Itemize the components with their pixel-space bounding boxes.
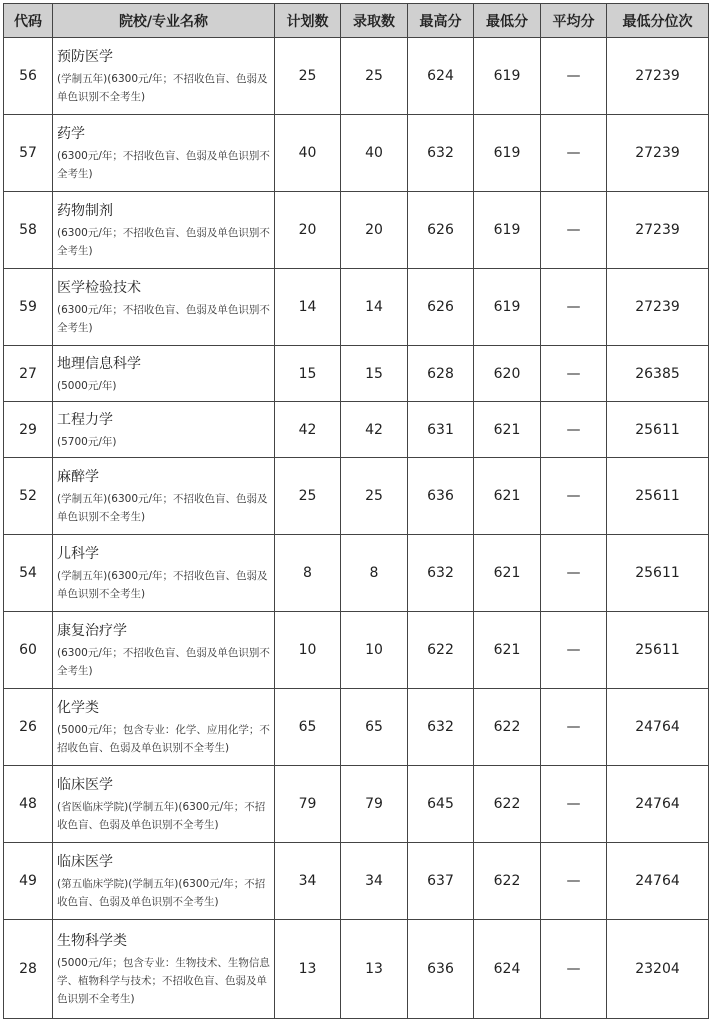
cell-name <box>53 535 275 612</box>
major-note: (学制五年)(6300元/年；不招收色盲、色弱及单色识别不全考生) <box>57 493 268 523</box>
cell-rank: 24764 <box>607 766 709 843</box>
major-name: 生物科学类 <box>57 933 127 949</box>
table-row <box>4 115 709 192</box>
cell-min: 622 <box>474 689 541 766</box>
table-row <box>4 843 709 920</box>
cell-name <box>53 920 275 1019</box>
cell-min: 619 <box>474 115 541 192</box>
cell-name <box>53 269 275 346</box>
cell-plan: 15 <box>275 346 341 402</box>
admission-table-container <box>3 3 708 1019</box>
cell-admitted: 65 <box>341 689 408 766</box>
cell-name <box>53 346 275 402</box>
major-note: (省医临床学院)(学制五年)(6300元/年；不招收色盲、色弱及单色识别不全考生) <box>57 801 266 831</box>
header-row <box>4 4 709 38</box>
cell-rank: 25611 <box>607 612 709 689</box>
major-name: 麻醉学 <box>57 469 99 485</box>
cell-plan: 14 <box>275 269 341 346</box>
cell-plan: 8 <box>275 535 341 612</box>
cell-code: 52 <box>4 458 53 535</box>
cell-avg: — <box>541 346 607 402</box>
cell-avg: — <box>541 920 607 1019</box>
cell-name <box>53 402 275 458</box>
cell-max: 632 <box>408 689 474 766</box>
cell-plan: 40 <box>275 115 341 192</box>
table-row <box>4 689 709 766</box>
cell-code: 60 <box>4 612 53 689</box>
cell-max: 626 <box>408 269 474 346</box>
cell-plan: 10 <box>275 612 341 689</box>
cell-name <box>53 612 275 689</box>
cell-name <box>53 766 275 843</box>
cell-min: 621 <box>474 535 541 612</box>
cell-avg: — <box>541 115 607 192</box>
table-row <box>4 458 709 535</box>
cell-min: 622 <box>474 766 541 843</box>
header-avg: 平均分 <box>541 4 607 38</box>
cell-avg: — <box>541 689 607 766</box>
major-note: (6300元/年；不招收色盲、色弱及单色识别不全考生) <box>57 150 270 180</box>
cell-code: 59 <box>4 269 53 346</box>
cell-admitted: 25 <box>341 458 408 535</box>
cell-admitted: 40 <box>341 115 408 192</box>
major-name: 地理信息科学 <box>57 355 141 372</box>
table-row <box>4 346 709 402</box>
cell-avg: — <box>541 192 607 269</box>
header-max: 最高分 <box>408 4 474 38</box>
table-row <box>4 766 709 843</box>
cell-rank: 27239 <box>607 192 709 269</box>
cell-code: 26 <box>4 689 53 766</box>
cell-plan: 42 <box>275 402 341 458</box>
cell-avg: — <box>541 535 607 612</box>
cell-max: 645 <box>408 766 474 843</box>
table-row <box>4 535 709 612</box>
cell-admitted: 14 <box>341 269 408 346</box>
major-note: (5000元/年) <box>57 379 117 392</box>
cell-plan: 20 <box>275 192 341 269</box>
cell-rank: 27239 <box>607 269 709 346</box>
cell-name <box>53 689 275 766</box>
major-name: 预防医学 <box>57 49 113 65</box>
table-row <box>4 269 709 346</box>
cell-plan: 34 <box>275 843 341 920</box>
cell-code: 48 <box>4 766 53 843</box>
cell-rank: 27239 <box>607 115 709 192</box>
cell-max: 632 <box>408 535 474 612</box>
major-name: 临床医学 <box>57 777 113 793</box>
header-admitted: 录取数 <box>341 4 408 38</box>
cell-admitted: 25 <box>341 38 408 115</box>
major-name: 工程力学 <box>57 411 113 428</box>
table-row <box>4 920 709 1019</box>
admission-table <box>3 3 709 1019</box>
cell-rank: 25611 <box>607 535 709 612</box>
cell-max: 622 <box>408 612 474 689</box>
cell-rank: 26385 <box>607 346 709 402</box>
cell-rank: 27239 <box>607 38 709 115</box>
cell-min: 621 <box>474 402 541 458</box>
cell-admitted: 13 <box>341 920 408 1019</box>
cell-code: 29 <box>4 402 53 458</box>
cell-rank: 25611 <box>607 458 709 535</box>
cell-name <box>53 38 275 115</box>
cell-rank: 25611 <box>607 402 709 458</box>
cell-min: 619 <box>474 38 541 115</box>
cell-admitted: 10 <box>341 612 408 689</box>
cell-avg: — <box>541 612 607 689</box>
header-plan: 计划数 <box>275 4 341 38</box>
cell-rank: 24764 <box>607 689 709 766</box>
major-name: 药学 <box>57 126 85 142</box>
major-name: 儿科学 <box>57 546 99 562</box>
table-row <box>4 612 709 689</box>
cell-max: 637 <box>408 843 474 920</box>
major-name: 化学类 <box>57 700 99 716</box>
cell-code: 58 <box>4 192 53 269</box>
cell-max: 631 <box>408 402 474 458</box>
cell-avg: — <box>541 402 607 458</box>
cell-max: 628 <box>408 346 474 402</box>
header-code: 代码 <box>4 4 53 38</box>
table-body <box>4 38 709 1019</box>
cell-min: 624 <box>474 920 541 1019</box>
header-name: 院校/专业名称 <box>53 4 275 38</box>
cell-avg: — <box>541 38 607 115</box>
major-name: 药物制剂 <box>57 203 113 219</box>
header-min: 最低分 <box>474 4 541 38</box>
cell-max: 636 <box>408 920 474 1019</box>
cell-name <box>53 843 275 920</box>
cell-plan: 65 <box>275 689 341 766</box>
major-note: (5700元/年) <box>57 435 117 448</box>
table-row <box>4 192 709 269</box>
major-note: (6300元/年；不招收色盲、色弱及单色识别不全考生) <box>57 304 270 334</box>
major-name: 医学检验技术 <box>57 280 141 296</box>
cell-code: 54 <box>4 535 53 612</box>
cell-max: 624 <box>408 38 474 115</box>
cell-avg: — <box>541 766 607 843</box>
major-name: 康复治疗学 <box>57 623 127 639</box>
cell-min: 620 <box>474 346 541 402</box>
cell-min: 621 <box>474 458 541 535</box>
cell-rank: 23204 <box>607 920 709 1019</box>
table-header <box>4 4 709 38</box>
table-row <box>4 38 709 115</box>
cell-code: 57 <box>4 115 53 192</box>
major-note: (5000元/年；包含专业：生物技术、生物信息学、植物科学与技术；不招收色盲、色弱及单色识别不全考生) <box>57 957 270 1005</box>
cell-max: 636 <box>408 458 474 535</box>
major-note: (第五临床学院)(学制五年)(6300元/年；不招收色盲、色弱及单色识别不全考生) <box>57 878 266 908</box>
cell-min: 621 <box>474 612 541 689</box>
cell-code: 49 <box>4 843 53 920</box>
cell-plan: 25 <box>275 38 341 115</box>
header-rank: 最低分位次 <box>607 4 709 38</box>
cell-admitted: 42 <box>341 402 408 458</box>
cell-rank: 24764 <box>607 843 709 920</box>
cell-admitted: 8 <box>341 535 408 612</box>
cell-admitted: 79 <box>341 766 408 843</box>
cell-plan: 13 <box>275 920 341 1019</box>
cell-name <box>53 458 275 535</box>
major-note: (学制五年)(6300元/年；不招收色盲、色弱及单色识别不全考生) <box>57 73 268 103</box>
cell-min: 619 <box>474 269 541 346</box>
cell-code: 28 <box>4 920 53 1019</box>
cell-name <box>53 192 275 269</box>
major-note: (5000元/年；包含专业：化学、应用化学；不招收色盲、色弱及单色识别不全考生) <box>57 724 270 754</box>
cell-plan: 79 <box>275 766 341 843</box>
cell-max: 632 <box>408 115 474 192</box>
cell-avg: — <box>541 269 607 346</box>
cell-avg: — <box>541 458 607 535</box>
cell-admitted: 20 <box>341 192 408 269</box>
major-note: (6300元/年；不招收色盲、色弱及单色识别不全考生) <box>57 227 270 257</box>
cell-min: 622 <box>474 843 541 920</box>
major-note: (6300元/年；不招收色盲、色弱及单色识别不全考生) <box>57 647 270 677</box>
cell-admitted: 34 <box>341 843 408 920</box>
cell-avg: — <box>541 843 607 920</box>
cell-max: 626 <box>408 192 474 269</box>
major-note: (学制五年)(6300元/年；不招收色盲、色弱及单色识别不全考生) <box>57 570 268 600</box>
table-row <box>4 402 709 458</box>
cell-min: 619 <box>474 192 541 269</box>
cell-admitted: 15 <box>341 346 408 402</box>
major-name: 临床医学 <box>57 854 113 870</box>
cell-code: 56 <box>4 38 53 115</box>
cell-code: 27 <box>4 346 53 402</box>
cell-plan: 25 <box>275 458 341 535</box>
cell-name <box>53 115 275 192</box>
